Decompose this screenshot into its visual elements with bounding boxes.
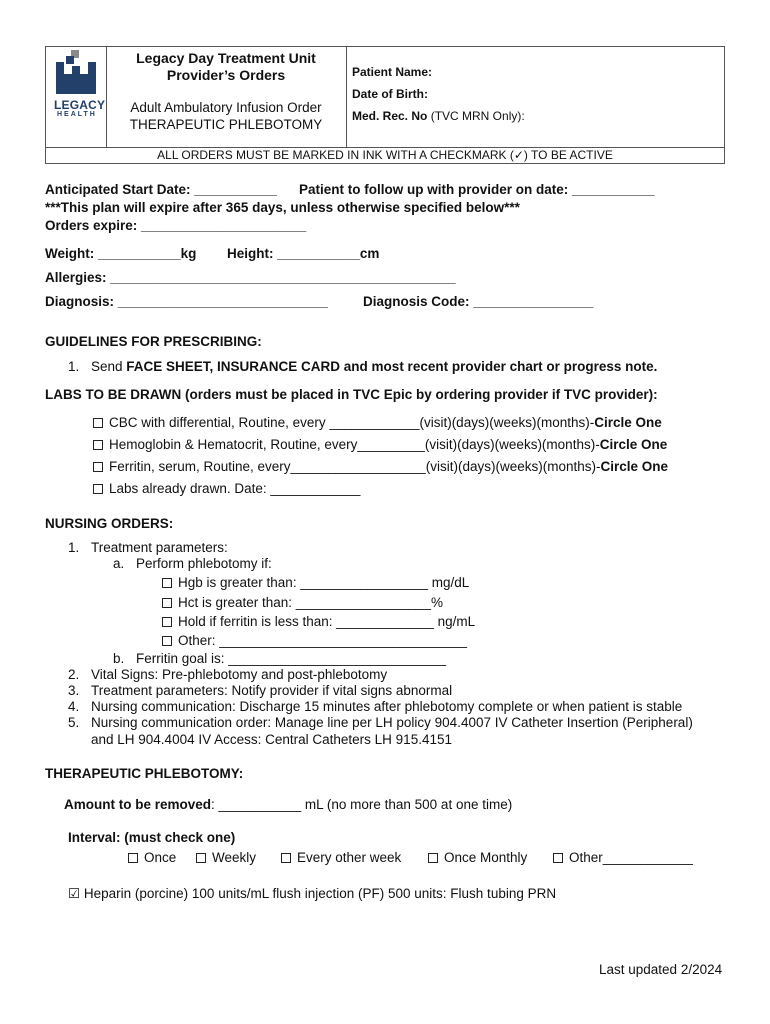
interval-once-monthly[interactable] [428, 850, 527, 865]
sub-item-text: Other: _________________________________ [178, 633, 468, 648]
checkbox[interactable] [162, 636, 172, 646]
interval-once[interactable] [128, 850, 176, 865]
expire-note: ***This plan will expire after 365 days, unless otherwise specified below*** [45, 200, 520, 215]
allergies-field[interactable]: Allergies: ______________________________________________ [45, 270, 456, 285]
weight-field[interactable]: Weight: ___________kg [45, 246, 197, 261]
sub-item-text: Hold if ferritin is less than: _____________ ng/mL [178, 614, 476, 629]
guideline-bold: FACE SHEET, INSURANCE CARD and most recent provider chart or progress note. [126, 359, 658, 374]
form-title-2: Provider’s Orders [166, 67, 286, 83]
start-date-field[interactable]: Anticipated Start Date: ___________ [45, 182, 277, 197]
checkbox[interactable] [553, 853, 563, 863]
checkbox[interactable] [162, 617, 172, 627]
lab-circle-one: Circle One [600, 459, 668, 474]
checkbox[interactable] [162, 598, 172, 608]
interval-text: Every other week [297, 850, 402, 865]
interval-text: Once Monthly [444, 850, 528, 865]
nursing-item-4: Nursing communication: Discharge 15 minutes after phlebotomy complete or when patient is stable [91, 699, 683, 714]
patient-name-field[interactable]: Patient Name: [352, 65, 433, 79]
lab-text: Labs already drawn. Date: ____________ [109, 481, 361, 496]
list-letter: a. [113, 556, 125, 571]
nursing-item-5-cont: and LH 904.4004 IV Access: Central Catheters LH 915.4151 [91, 732, 452, 747]
labs-heading: LABS TO BE DRAWN (orders must be placed in TVC Epic by ordering provider if TVC provider): [45, 387, 658, 402]
list-number: 1. [68, 540, 80, 555]
interval-other[interactable] [553, 850, 693, 865]
logo-health-text: HEALTH [57, 111, 97, 118]
mrn-note: (TVC MRN Only): [427, 109, 525, 123]
form-subtitle: Adult Ambulatory Infusion Order [130, 100, 322, 115]
checkbox[interactable] [93, 440, 103, 450]
nursing-item-2: Vital Signs: Pre-phlebotomy and post-phlebotomy [91, 667, 388, 682]
interval-text: Weekly [212, 850, 257, 865]
checkbox[interactable] [128, 853, 138, 863]
nursing-item-5: Nursing communication order: Manage line per LH policy 904.4007 IV Catheter Insertion (Peripheral) [91, 715, 693, 730]
logo-legacy-text: LEGACY [54, 98, 106, 112]
ferritin-goal-field[interactable]: Ferritin goal is: _____________________________ [136, 651, 447, 666]
checkbox[interactable] [93, 462, 103, 472]
lab-text: CBC with differential, Routine, every ____________(visit)(days)(weeks)(months)- [109, 415, 595, 430]
legacy-logo-icon [52, 50, 102, 96]
list-number: 2. [68, 667, 80, 682]
checked-checkbox-icon[interactable]: ☑ [68, 886, 81, 901]
dob-field[interactable]: Date of Birth: [352, 87, 428, 101]
last-updated: Last updated 2/2024 [599, 962, 723, 977]
list-number: 3. [68, 683, 80, 698]
interval-text: Other____________ [569, 850, 693, 865]
sub-item-text: Hgb is greater than: _________________ mg/dL [178, 575, 470, 590]
checkbox[interactable] [428, 853, 438, 863]
sub-item-hgb[interactable] [162, 575, 469, 590]
sub-item-hct[interactable] [162, 595, 443, 610]
follow-up-field[interactable]: Patient to follow up with provider on date: ___________ [299, 182, 655, 197]
list-number: 5. [68, 715, 80, 730]
guideline-prefix: Send [91, 359, 127, 374]
form-subtitle-2: THERAPEUTIC PHLEBOTOMY [129, 117, 323, 132]
lab-circle-one: Circle One [599, 437, 668, 452]
guideline-item [91, 359, 657, 374]
interval-weekly[interactable] [196, 850, 256, 865]
heparin-order[interactable] [68, 886, 556, 902]
form-title: Legacy Day Treatment Unit [136, 50, 316, 66]
checkbox[interactable] [281, 853, 291, 863]
checkbox[interactable] [196, 853, 206, 863]
sub-item-text: Hct is greater than: __________________% [178, 595, 443, 610]
nursing-item-1a: Perform phlebotomy if: [136, 556, 272, 571]
lab-text: Ferritin, serum, Routine, every__________________(visit)(days)(weeks)(months)- [109, 459, 601, 474]
lab-item-already-drawn[interactable] [93, 481, 360, 496]
nursing-heading: NURSING ORDERS: [45, 516, 174, 531]
amount-label: Amount to be removed [64, 797, 212, 812]
lab-item-cbc[interactable] [93, 415, 662, 430]
diagnosis-field[interactable]: Diagnosis: ____________________________ [45, 294, 328, 309]
lab-item-hh[interactable] [93, 437, 667, 452]
lab-item-ferritin[interactable] [93, 459, 668, 474]
interval-label: Interval: (must check one) [68, 830, 236, 845]
checkbox[interactable] [93, 418, 103, 428]
checkbox[interactable] [162, 578, 172, 588]
height-field[interactable]: Height: ___________cm [227, 246, 380, 261]
mrn-label: Med. Rec. No [352, 109, 428, 123]
diagnosis-code-field[interactable]: Diagnosis Code: ________________ [363, 294, 594, 309]
guideline-number: 1. [68, 359, 80, 374]
lab-text: Hemoglobin & Hematocrit, Routine, every_________(visit)(days)(weeks)(months)- [109, 437, 600, 452]
list-letter: b. [113, 651, 125, 666]
sub-item-other[interactable] [162, 633, 467, 648]
amount-field[interactable] [64, 797, 512, 812]
header-divider [346, 47, 347, 147]
nursing-item-3: Treatment parameters: Notify provider if vital signs abnormal [91, 683, 453, 698]
amount-rest: : ___________ mL (no more than 500 at one time) [211, 797, 513, 812]
mrn-field[interactable] [352, 109, 525, 123]
heparin-text: Heparin (porcine) 100 units/mL flush injection (PF) 500 units: Flush tubing PRN [83, 886, 557, 901]
orders-expire-field[interactable]: Orders expire: ______________________ [45, 218, 307, 233]
interval-text: Once [144, 850, 177, 865]
checkmark-banner: ALL ORDERS MUST BE MARKED IN INK WITH A CHECKMARK (✓) TO BE ACTIVE [45, 148, 725, 164]
lab-circle-one: Circle One [594, 415, 662, 430]
checkbox[interactable] [93, 484, 103, 494]
guidelines-heading: GUIDELINES FOR PRESCRIBING: [45, 334, 262, 349]
interval-every-other-week[interactable] [281, 850, 401, 865]
nursing-item-1: Treatment parameters: [91, 540, 228, 555]
phlebotomy-heading: THERAPEUTIC PHLEBOTOMY: [45, 766, 244, 781]
list-number: 4. [68, 699, 80, 714]
sub-item-ferritin[interactable] [162, 614, 475, 629]
